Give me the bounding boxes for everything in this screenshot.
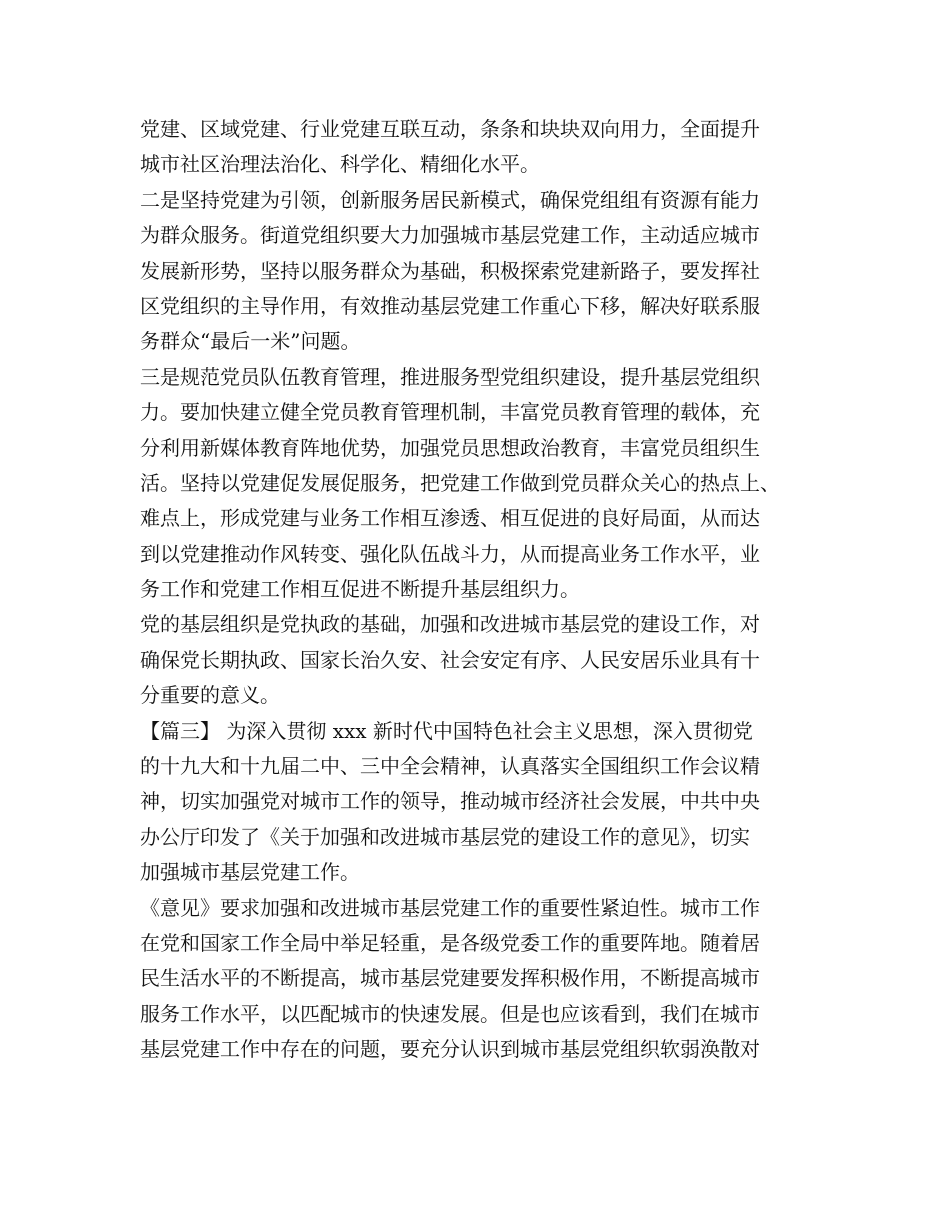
text-line: 在党和国家工作全局中举足轻重，是各级党委工作的重要阵地。随着居 xyxy=(140,930,760,955)
text-line: 为群众服务。街道党组织要大力加强城市基层党建工作，主动适应城市 xyxy=(140,223,760,248)
text-line: 神，切实加强党对城市工作的领导，推动城市经济社会发展，中共中央 xyxy=(140,789,760,814)
text-line: 三是规范党员队伍教育管理，推进服务型党组织建设，提升基层党组织 xyxy=(140,364,760,389)
text-line: 服务工作水平，以匹配城市的快速发展。但是也应该看到，我们在城市 xyxy=(140,1001,760,1026)
text-line: 难点上，形成党建与业务工作相互渗透、相互促进的良好局面，从而达 xyxy=(140,506,760,531)
text-line: 区党组织的主导作用，有效推动基层党建工作重心下移，解决好联系服 xyxy=(140,293,760,318)
text-line: 《意见》要求加强和改进城市基层党建工作的重要性紧迫性。城市工作 xyxy=(140,895,760,920)
text-line: 确保党长期执政、国家长治久安、社会安定有序、人民安居乐业具有十 xyxy=(140,647,760,672)
text-line: 分重要的意义。 xyxy=(140,683,280,708)
text-line: 务群众“最后一米”问题。 xyxy=(140,329,361,354)
text-line: 活。坚持以党建促发展促服务，把党建工作做到党员群众关心的热点上、 xyxy=(140,470,780,495)
text-line: 党的基层组织是党执政的基础，加强和改进城市基层党的建设工作，对 xyxy=(140,612,760,637)
text-line: 二是坚持党建为引领，创新服务居民新模式，确保党组组有资源有能力 xyxy=(140,187,760,212)
text-line: 【篇三】 为深入贯彻 xxx 新时代中国特色社会主义思想，深入贯彻党 xyxy=(140,718,753,743)
text-line: 的十九大和十九届二中、三中全会精神，认真落实全国组织工作会议精 xyxy=(140,754,760,779)
text-line: 分利用新媒体教育阵地优势，加强党员思想政治教育，丰富党员组织生 xyxy=(140,435,760,460)
text-line: 到以党建推动作风转变、强化队伍战斗力，从而提高业务工作水平，业 xyxy=(140,541,760,566)
text-line: 发展新形势，坚持以服务群众为基础，积极探索党建新路子，要发挥社 xyxy=(140,258,760,283)
text-line: 务工作和党建工作相互促进不断提升基层组织力。 xyxy=(140,577,580,602)
text-line: 城市社区治理法治化、科学化、精细化水平。 xyxy=(140,152,540,177)
text-line: 党建、区域党建、行业党建互联互动，条条和块块双向用力，全面提升 xyxy=(140,117,760,141)
text-line: 加强城市基层党建工作。 xyxy=(140,860,360,885)
text-line: 民生活水平的不断提高，城市基层党建要发挥积极作用，不断提高城市 xyxy=(140,966,760,991)
text-line: 基层党建工作中存在的问题，要充分认识到城市基层党组织软弱涣散对 xyxy=(140,1037,760,1062)
text-line: 力。要加快建立健全党员教育管理机制，丰富党员教育管理的载体，充 xyxy=(140,400,760,425)
text-line: 办公厅印发了《关于加强和改进城市基层党的建设工作的意见》，切实 xyxy=(140,824,750,849)
document-body xyxy=(140,112,840,1068)
